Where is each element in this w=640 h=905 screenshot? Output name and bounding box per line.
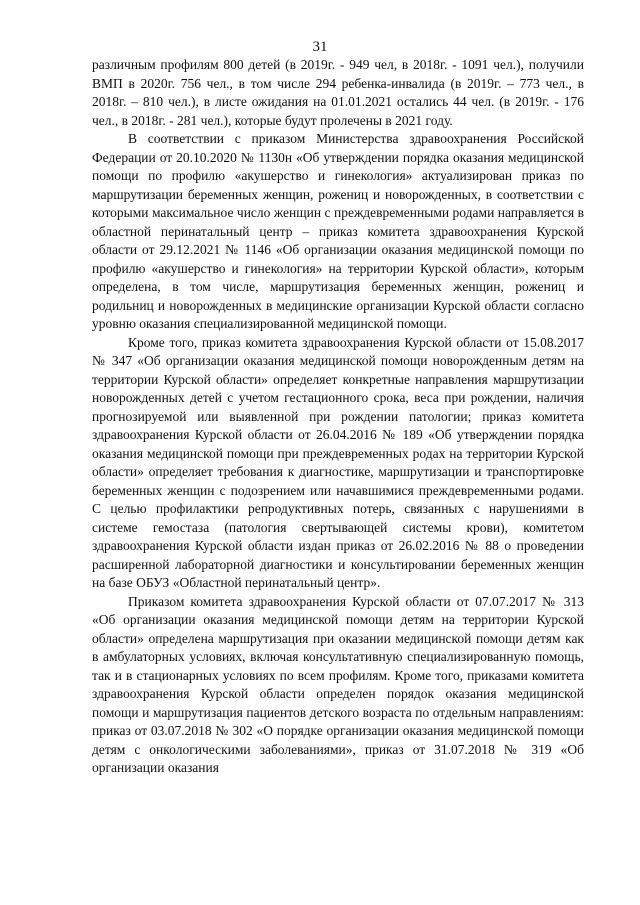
paragraph: Приказом комитета здравоохранения Курской области от 07.07.2017 № 313 «Об организации оказания медицинской помощи детям на территории Курской области» определена маршрутизация при оказании медицинской помощи детям как в амбулаторных условиях, включая консультативную специализированную помощь, так и в стационарных условиях по всем профилям. Кроме того, приказами комитета здравоохранения Курской области определен порядок оказания медицинской помощи и маршрутизация пациентов детского возраста по отдельным направлениям: приказ от 03.07.2018 № 302 «О порядке организации оказания медицинской помощи детям с онкологическими заболеваниями», приказ от 31.07.2018 № 319 «Об организации оказания <box>92 593 584 775</box>
paragraph: В соответствии с приказом Министерства здравоохранения Российской Федерации от 20.10.2020 № 1130н «Об утверждении порядка оказания медицинской помощи по профилю «акушерство и гинекология» актуализирован приказ по маршрутизации беременных женщин, рожениц и новорожденных, в соответствии с которыми максимальное число женщин с преждевременными родами направляется в областной перинатальный центр – приказ комитета здравоохранения Курской области от 29.12.2021 № 1146 «Об организации оказания медицинской помощи по профилю «акушерство и гинекология» на территории Курской области», которым определена, в том числе, маршрутизация беременных женщин, рожениц и родильниц и новорожденных в медицинские организации Курской области согласно уровню оказания специализированной медицинской помощи. <box>92 131 584 331</box>
paragraph: различным профилям 800 детей (в 2019г. - 949 чел, в 2018г. - 1091 чел.), получили ВМП в 2020г. 756 чел., в том числе 294 ребенка-инвалида (в 2019г. – 773 чел., в 2018г. – 810 чел.), в листе ожидания на 01.01.2021 остались 44 чел. (в 2019г. - 176 чел., в 2018г. - 281 чел.), которые будут пролечены в 2021 году. <box>92 57 584 128</box>
body-text <box>92 56 584 778</box>
page-number: 31 <box>312 39 328 55</box>
paragraph: Кроме того, приказ комитета здравоохранения Курской области от 15.08.2017 № 347 «Об организации оказания медицинской помощи новорожденным детям на территории Курской области» определяет конкретные направления маршрутизации новорожденных детей с учетом гестационного срока, веса при рождении, наличия прогнозируемой или выявленной при рождении патологии; приказ комитета здравоохранения Курской области от 26.04.2016 № 189 «Об утверждении порядка оказания медицинской помощи при преждевременных родах на территории Курской области» определяет требования к диагностике, маршрутизации и транспортировке беременных женщин с подозрением или начавшимися преждевременными родами. С целью профилактики репродуктивных потерь, связанных с нарушениями в системе гемостаза (патология свертывающей системы крови), комитетом здравоохранения Курской области издан приказ от 26.02.2016 № 88 о проведении расширенной лабораторной диагностики и консультировании беременных женщин на базе ОБУЗ «Областной перинатальный центр». <box>92 334 584 590</box>
